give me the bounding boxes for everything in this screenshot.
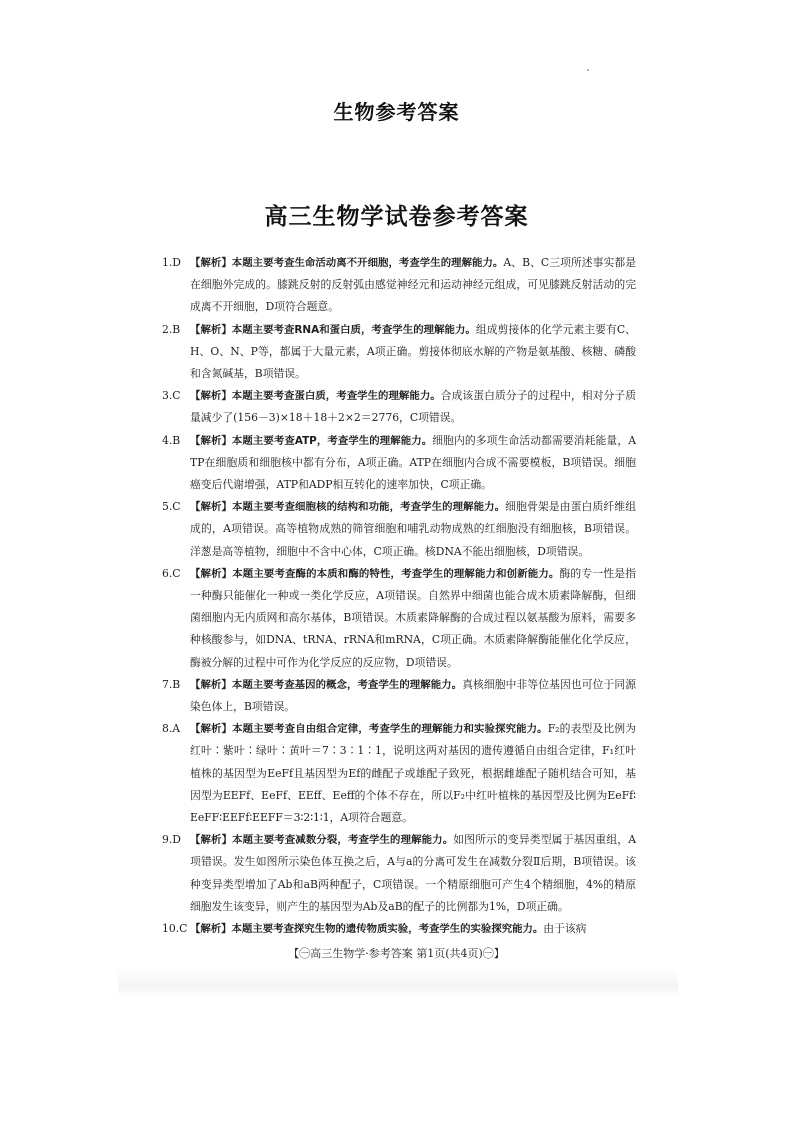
answer-text [190,718,636,829]
answer-number: 3.C [162,389,181,403]
answer-item-9 [162,829,636,918]
answer-lead: 【解析】本题主要考查减数分裂，考查学生的理解能力。 [190,834,454,847]
answer-body: 酶的专一性是指一种酶只能催化一种或一类化学反应，A项错误。自然界中细菌也能合成木质素降解酶，但细菌细胞内无内质网和高尔基体，B项错误。木质素降解酶的合成过程以氨基酸为原料，需要多种核酸参与，如DNA、tRNA、rRNA和mRNA，C项正确。木质素降解酶能催化化学反应，酶被分解的过程中可作为化学反应的反应物，D项错误。 [190,566,637,669]
answer-body: 真核细胞中非等位基因也可位于同源染色体上，B项错误。 [190,677,637,714]
answer-body: 如图所示的变异类型属于基因重组，A项错误。发生如图所示染色体互换之后，A与a的分离可发生在减数分裂Ⅱ后期，B项错误。该种变异类型增加了Ab和aB两种配子，C项错误。一个精原细胞可产生4个精细胞，4%的精原细胞发生该变异，则产生的基因型为Ab及aB的配子的比例都为1%，D项正确。 [190,833,636,913]
answer-list [162,252,636,940]
answer-lead: 【解析】本题主要考查自由组合定律，考查学生的理解能力和实验探究能力。 [190,723,548,736]
answer-item-3 [162,385,636,429]
answer-text [190,563,636,674]
answer-lead: 【解析】本题主要考查ATP，考查学生的理解能力。 [190,434,433,447]
scan-speck [587,69,589,71]
answer-body: 组成剪接体的化学元素主要有C、H、O、N、P等，都属于大量元素，A项正确。剪接体彻底水解的产物是氨基酸、核糖、磷酸和含氮碱基，B项错误。 [190,322,636,381]
answer-number: 6.C [162,566,181,580]
answer-number: 5.C [162,500,181,514]
answer-item-7 [162,674,636,718]
answer-item-8 [162,718,636,829]
answer-number: 9.D [162,833,181,847]
answer-body: 由于该病 [543,922,587,936]
answer-lead: 【解析】本题主要考查生命活动离不开细胞，考查学生的理解能力。 [190,257,504,269]
answer-item-1 [162,252,636,319]
answer-item-6 [162,563,636,674]
answer-lead: 【解析】本题主要考查细胞核的结构和功能，考查学生的理解能力。 [190,501,506,514]
answer-text [190,496,636,563]
page-footer: 【㊀高三生物学·参考答案 第1页(共4页)㊀】 [288,947,505,960]
answer-body: F₂的表型及比例为红叶∶紫叶∶绿叶∶黄叶＝7∶3∶1∶1，说明这两对基因的遗传遵循自由组合定律，F₁红叶植株的基因型为EeFf且基因型为Ef的雌配子或雄配子致死，根据雌雄配子随机结合可知，基因型为EEFf、EeFf、EEff、Eeff的个体不存在，所以F₂中红叶植株的基因型及比例为EeFf∶EeFF∶EEFf∶EEFF＝3∶2∶1∶1，A项符合题意。 [190,722,636,825]
answer-text [190,385,636,429]
answer-body: 合成该蛋白质分子的过程中，相对分子质量减少了(156－3)×18＋18＋2×2＝2776，C项错误。 [190,389,637,425]
answer-lead: 【解析】本题主要考查酶的本质和酶的特性，考查学生的理解能力和创新能力。 [190,567,560,580]
answer-lead: 【解析】本题主要考查蛋白质，考查学生的理解能力。 [190,390,441,403]
answer-item-10 [162,918,636,940]
answer-text [190,430,636,497]
answer-item-4 [162,430,636,497]
answer-number: 1.D [162,256,181,269]
answer-number: 4.B [162,433,181,447]
answer-text [190,252,636,319]
document-title: 生物参考答案 [333,100,460,124]
answer-body: 细胞内的多项生命活动都需要消耗能量，ATP在细胞质和细胞核中都有分布，A项正确。ATP在细胞内合成不需要模板，B项错误。细胞癌变后代谢增强，ATP和ADP相互转化的速率加快，C项正确。 [190,433,637,492]
exam-answer-title: 高三生物学试卷参考答案 [264,204,529,230]
scan-shadow [118,968,678,998]
answer-number: 7.B [162,677,181,691]
answer-lead: 【解析】本题主要考查基因的概念，考查学生的理解能力。 [190,678,463,691]
answer-text [190,319,636,386]
answer-number: 2.B [162,322,181,336]
answer-text [190,918,636,940]
answer-text [190,674,636,718]
answer-body: 细胞骨架是由蛋白质纤维组成的，A项错误。高等植物成熟的筛管细胞和哺乳动物成熟的红细胞没有细胞核，B项错误。洋葱是高等植物，细胞中不含中心体，C项正确。核DNA不能出细胞核，D项错误。 [190,500,636,558]
answer-item-5 [162,496,636,563]
answer-text [190,829,636,918]
answer-body: A、B、C三项所述事实都是在细胞外完成的。膝跳反射的反射弧由感觉神经元和运动神经元组成，可见膝跳反射活动的完成离不开细胞，D项符合题意。 [190,256,636,314]
answer-lead: 【解析】本题主要考查探究生物的遗传物质实验，考查学生的实验探究能力。 [190,923,544,936]
answer-item-2 [162,319,636,386]
answer-number: 10.C [162,922,188,936]
answer-lead: 【解析】本题主要考查RNA和蛋白质，考查学生的理解能力。 [190,323,476,336]
answer-number: 8.A [162,722,181,736]
